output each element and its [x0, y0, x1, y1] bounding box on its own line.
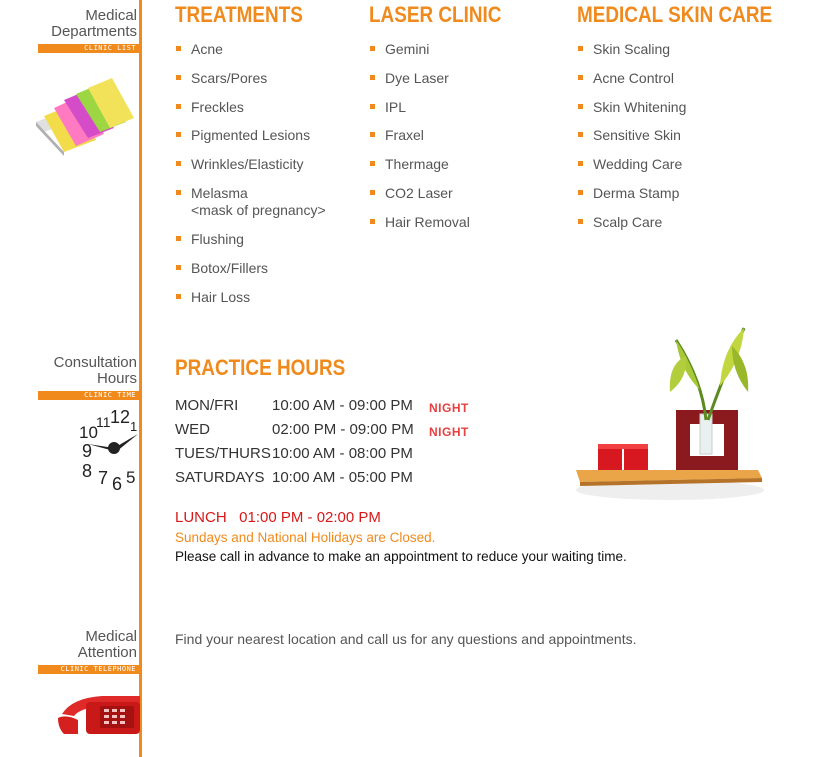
skincare-link-acne-control[interactable]: Acne Control — [577, 70, 686, 99]
books-icon — [30, 76, 140, 160]
hours-time: 10:00 AM - 05:00 PM — [272, 469, 413, 486]
hours-time: 02:00 PM - 09:00 PM — [272, 421, 414, 438]
treatment-link-acne[interactable]: Acne — [175, 41, 326, 70]
laser-link-gemini[interactable]: Gemini — [369, 41, 470, 70]
laser-link-ipl[interactable]: IPL — [369, 99, 470, 128]
clinic-telephone-bar: CLINIC TELEPHONE — [38, 665, 139, 674]
clinic-list-bar: CLINIC LIST — [38, 44, 139, 53]
attention-title: Medical Attention — [77, 628, 137, 661]
skincare-link-sensitive-skin[interactable]: Sensitive Skin — [577, 127, 686, 156]
laser-link-co2-laser[interactable]: CO2 Laser — [369, 185, 470, 214]
treatment-link-hair-loss[interactable]: Hair Loss — [175, 289, 326, 318]
hours-day: SATURDAYS — [175, 469, 265, 486]
hours-time: 10:00 AM - 08:00 PM — [272, 445, 413, 462]
contact-text: Find your nearest location and call us for any questions and appointments. — [175, 631, 637, 647]
laser-link-hair-removal[interactable]: Hair Removal — [369, 214, 470, 243]
clock-number: 8 — [82, 461, 93, 481]
clock-number: 11 — [96, 414, 111, 430]
clock-number: 12 — [110, 407, 131, 427]
departments-title: Medical Departments — [51, 7, 137, 40]
medical-skin-care-heading: MEDICAL SKIN CARE — [577, 2, 773, 27]
clock-icon — [76, 402, 140, 494]
holiday-notice: Sundays and National Holidays are Closed. — [175, 530, 436, 545]
hours-day: WED — [175, 421, 210, 438]
night-badge: NIGHT — [429, 425, 469, 439]
laser-link-fraxel[interactable]: Fraxel — [369, 127, 470, 156]
laser-clinic-list — [369, 41, 470, 243]
hours-time: 10:00 AM - 09:00 PM — [272, 397, 413, 414]
lunch-hours: LUNCH 01:00 PM - 02:00 PM — [175, 509, 381, 526]
clock-number: 9 — [82, 441, 93, 461]
treatment-link-scars-pores[interactable]: Scars/Pores — [175, 70, 326, 99]
laser-clinic-heading: LASER CLINIC — [369, 2, 502, 27]
skincare-link-skin-scaling[interactable]: Skin Scaling — [577, 41, 686, 70]
clock-number: 10 — [79, 423, 98, 442]
treatments-heading: TREATMENTS — [175, 2, 303, 27]
clinic-time-bar: CLINIC TIME — [38, 391, 139, 400]
skincare-link-scalp-care[interactable]: Scalp Care — [577, 214, 686, 243]
treatment-link-wrinkles-elasticity[interactable]: Wrinkles/Elasticity — [175, 156, 326, 185]
night-badge: NIGHT — [429, 401, 469, 415]
treatment-link-pigmented-lesions[interactable]: Pigmented Lesions — [175, 127, 326, 156]
skincare-link-wedding-care[interactable]: Wedding Care — [577, 156, 686, 185]
skincare-link-skin-whitening[interactable]: Skin Whitening — [577, 99, 686, 128]
laser-link-dye-laser[interactable]: Dye Laser — [369, 70, 470, 99]
clock-number: 6 — [112, 474, 123, 494]
treatment-link-melasma[interactable]: Melasma <mask of pregnancy> — [175, 185, 326, 231]
clock-number: 5 — [126, 468, 136, 487]
appointment-notice: Please call in advance to make an appointment to reduce your waiting time. — [175, 549, 627, 564]
practice-hours-heading: PRACTICE HOURS — [175, 355, 346, 380]
treatments-list — [175, 41, 326, 317]
clock-number: 1 — [130, 419, 138, 434]
treatment-link-botox-fillers[interactable]: Botox/Fillers — [175, 260, 326, 289]
hours-day: TUES/THURS — [175, 445, 271, 462]
plant-vase-icon — [572, 320, 768, 510]
treatment-link-freckles[interactable]: Freckles — [175, 99, 326, 128]
clock-number: 7 — [98, 468, 109, 488]
consultation-title: Consultation Hours — [53, 354, 137, 387]
skin-care-list — [577, 41, 686, 243]
treatment-link-flushing[interactable]: Flushing — [175, 231, 326, 260]
hours-day: MON/FRI — [175, 397, 239, 414]
laser-link-thermage[interactable]: Thermage — [369, 156, 470, 185]
red-telephone-icon — [56, 684, 140, 738]
skincare-link-derma-stamp[interactable]: Derma Stamp — [577, 185, 686, 214]
